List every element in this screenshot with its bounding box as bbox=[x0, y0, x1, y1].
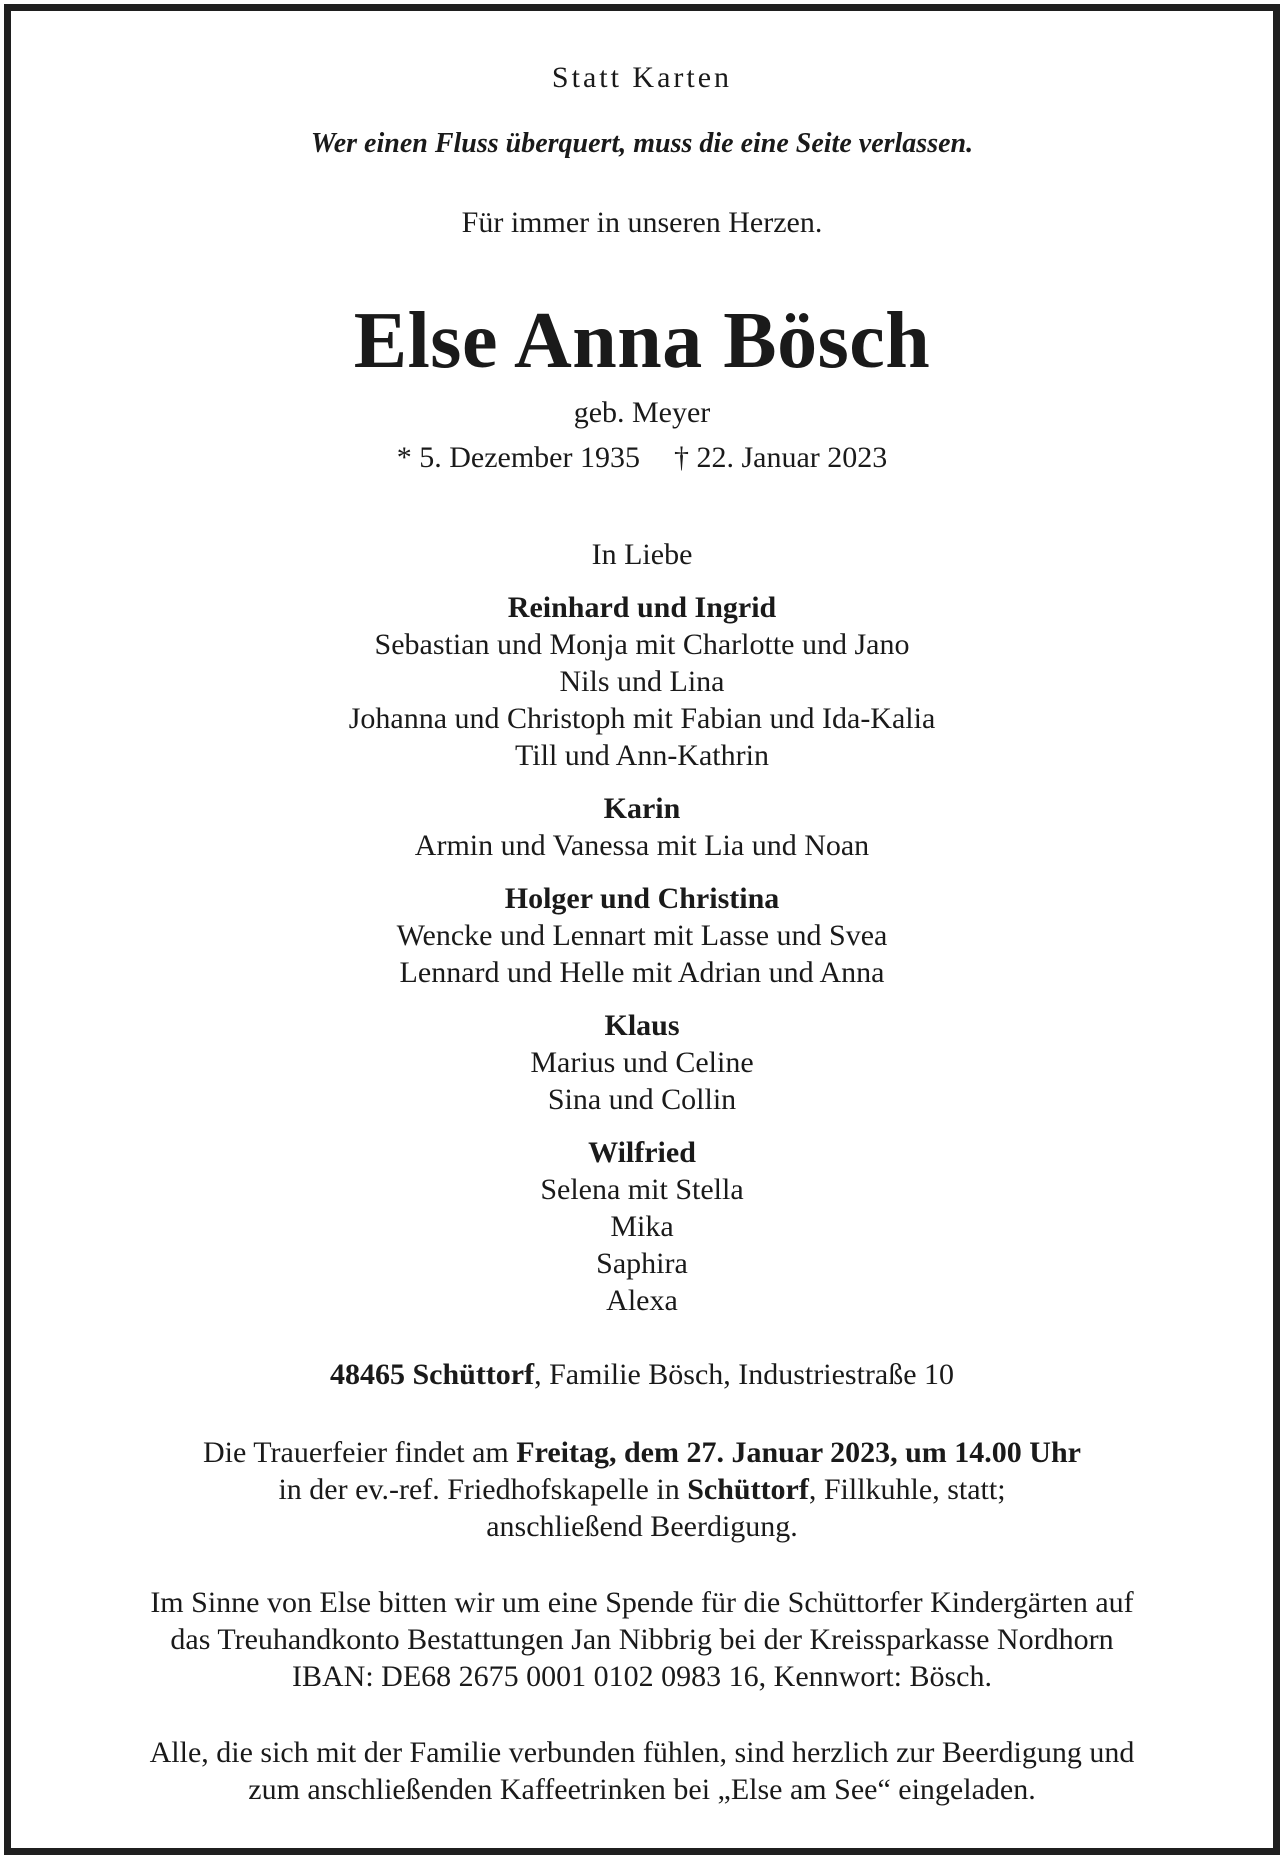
mourner-line: Mika bbox=[610, 1210, 674, 1243]
maiden-name: geb. Meyer bbox=[573, 396, 711, 429]
intro-text: Statt Karten bbox=[551, 61, 733, 94]
motto-text: Wer einen Fluss überquert, muss die eine Seite verlassen. bbox=[310, 128, 974, 159]
funeral-line-1 bbox=[11, 1436, 1273, 1470]
mourner-line: Selena mit Stella bbox=[540, 1173, 744, 1206]
mourner-group-head: Karin bbox=[603, 792, 681, 825]
mourner-group-head: Holger und Christina bbox=[504, 882, 780, 915]
funeral-text: , Fillkuhle, statt; bbox=[808, 1473, 1006, 1506]
mourner-line: Alexa bbox=[606, 1284, 678, 1317]
family-address bbox=[11, 1358, 1273, 1392]
deceased-name: Else Anna Bösch bbox=[353, 297, 931, 385]
address-rest: , Familie Bösch, Industriestraße 10 bbox=[534, 1358, 955, 1391]
address-place: 48465 Schüttorf bbox=[329, 1358, 535, 1391]
mourner-line: Marius und Celine bbox=[530, 1046, 754, 1079]
life-dates bbox=[11, 441, 1273, 475]
mourner-line: Armin und Vanessa mit Lia und Noan bbox=[414, 829, 870, 862]
tagline-text: Für immer in unseren Herzen. bbox=[461, 206, 823, 239]
invitation-line: zum anschließenden Kaffeetrinken bei „Else am See“ eingeladen. bbox=[248, 1773, 1036, 1806]
obituary-frame bbox=[4, 4, 1280, 1855]
invitation-line: Alle, die sich mit der Familie verbunden fühlen, sind herzlich zur Beerdigung und bbox=[149, 1736, 1135, 1769]
mourner-line: Sina und Collin bbox=[547, 1083, 737, 1116]
mourner-line: Lennard und Helle mit Adrian und Anna bbox=[399, 956, 885, 989]
mourner-line: Saphira bbox=[596, 1247, 688, 1280]
mourner-group-head: Klaus bbox=[604, 1009, 680, 1042]
funeral-date-time: Freitag, dem 27. Januar 2023, um 14.00 Uhr bbox=[516, 1436, 1081, 1469]
birth-date: * 5. Dezember 1935 bbox=[396, 441, 640, 474]
mourner-line: Till und Ann-Kathrin bbox=[515, 739, 769, 772]
funeral-text: Die Trauerfeier findet am bbox=[203, 1436, 517, 1469]
mourner-line: Nils und Lina bbox=[559, 665, 725, 698]
donation-line: das Treuhandkonto Bestattungen Jan Nibbrig bei der Kreissparkasse Nordhorn bbox=[170, 1623, 1114, 1656]
mourner-line: Sebastian und Monja mit Charlotte und Jano bbox=[374, 628, 910, 661]
donation-line: Im Sinne von Else bitten wir um eine Spende für die Schüttorfer Kindergärten auf bbox=[150, 1586, 1134, 1619]
funeral-line-3: anschließend Beerdigung. bbox=[486, 1510, 798, 1543]
funeral-place: Schüttorf bbox=[687, 1473, 809, 1506]
in-love-text: In Liebe bbox=[591, 538, 693, 571]
funeral-line-2 bbox=[11, 1473, 1273, 1507]
death-date: † 22. Januar 2023 bbox=[673, 441, 888, 474]
funeral-text: in der ev.-ref. Friedhofskapelle in bbox=[278, 1473, 688, 1506]
mourner-line: Johanna und Christoph mit Fabian und Ida-Kalia bbox=[348, 702, 936, 735]
mourner-group-head: Wilfried bbox=[588, 1136, 696, 1169]
mourner-group-head: Reinhard und Ingrid bbox=[507, 591, 777, 624]
mourner-line: Wencke und Lennart mit Lasse und Svea bbox=[396, 919, 888, 952]
donation-iban: IBAN: DE68 2675 0001 0102 0983 16, Kennwort: Bösch. bbox=[292, 1660, 992, 1693]
